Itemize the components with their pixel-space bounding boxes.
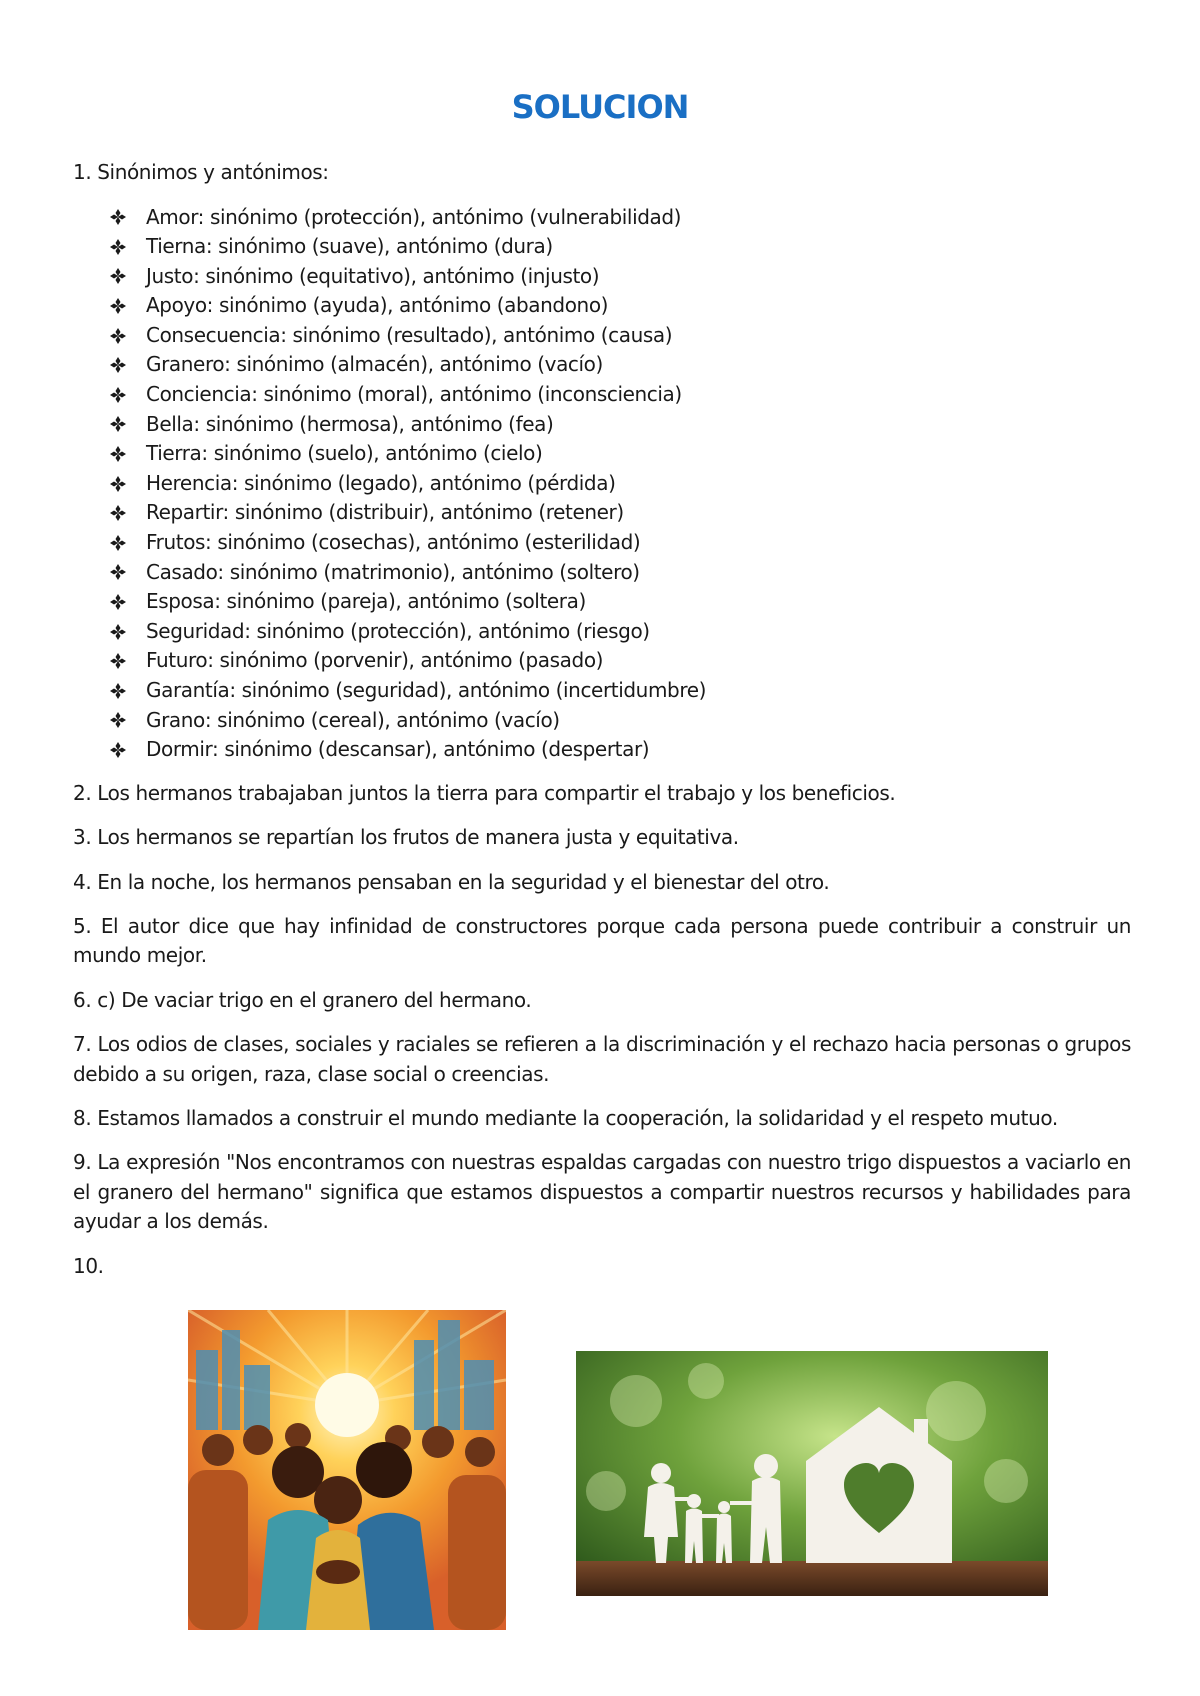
four-diamond-bullet-icon [110, 298, 146, 314]
list-item: Dormir: sinónimo (descansar), antónimo (despertar) [110, 735, 1131, 765]
list-item: Seguridad: sinónimo (protección), antónimo (riesgo) [110, 617, 1131, 647]
family-house-heart-image [576, 1351, 1048, 1596]
four-diamond-bullet-icon [110, 742, 146, 758]
page-title: SOLUCION [511, 88, 689, 126]
list-item: Repartir: sinónimo (distribuir), antónimo (retener) [110, 498, 1131, 528]
list-item: Bella: sinónimo (hermosa), antónimo (fea) [110, 410, 1131, 440]
four-diamond-bullet-icon [110, 712, 146, 728]
list-item: Garantía: sinónimo (seguridad), antónimo (incertidumbre) [110, 676, 1131, 706]
answer-6: 6. c) De vaciar trigo en el granero del hermano. [73, 987, 532, 1012]
answer-4: 4. En la noche, los hermanos pensaban en la seguridad y el bienestar del otro. [73, 869, 830, 894]
synonym-antonym-list [73, 202, 1131, 764]
four-diamond-bullet-icon [110, 683, 146, 699]
four-diamond-bullet-icon [110, 268, 146, 284]
answer-2: 2. Los hermanos trabajaban juntos la tierra para compartir el trabajo y los beneficios. [73, 780, 896, 805]
answer-7: 7. Los odios de clases, sociales y raciales se refieren a la discriminación y el rechazo hacia personas o grupos debido a su origen, raza, clase social o creencias. [73, 1032, 1131, 1086]
list-item: Apoyo: sinónimo (ayuda), antónimo (abandono) [110, 291, 1131, 321]
document-body [73, 158, 1131, 1296]
four-diamond-bullet-icon [110, 328, 146, 344]
four-diamond-bullet-icon [110, 476, 146, 492]
list-item: Granero: sinónimo (almacén), antónimo (vacío) [110, 350, 1131, 380]
list-item: Esposa: sinónimo (pareja), antónimo (soltera) [110, 587, 1131, 617]
answer-10-label: 10. [73, 1253, 104, 1278]
four-diamond-bullet-icon [110, 505, 146, 521]
four-diamond-bullet-icon [110, 594, 146, 610]
four-diamond-bullet-icon [110, 535, 146, 551]
four-diamond-bullet-icon [110, 416, 146, 432]
four-diamond-bullet-icon [110, 239, 146, 255]
list-item: Herencia: sinónimo (legado), antónimo (pérdida) [110, 469, 1131, 499]
list-item: Frutos: sinónimo (cosechas), antónimo (esterilidad) [110, 528, 1131, 558]
four-diamond-bullet-icon [110, 357, 146, 373]
section-heading: 1. Sinónimos y antónimos: [73, 160, 329, 184]
answer-8: 8. Estamos llamados a construir el mundo mediante la cooperación, la solidaridad y el respeto mutuo. [73, 1105, 1058, 1130]
four-diamond-bullet-icon [110, 446, 146, 462]
answer-9: 9. La expresión "Nos encontramos con nuestras espaldas cargadas con nuestro trigo dispuestos a vaciarlo en el granero del hermano" significa que estamos dispuestos a compartir nuestros recursos y habilidades para ayudar a los demás. [73, 1150, 1131, 1234]
four-diamond-bullet-icon [110, 387, 146, 403]
list-item: Consecuencia: sinónimo (resultado), antónimo (causa) [110, 321, 1131, 351]
list-item: Conciencia: sinónimo (moral), antónimo (inconsciencia) [110, 380, 1131, 410]
four-diamond-bullet-icon [110, 209, 146, 225]
four-diamond-bullet-icon [110, 564, 146, 580]
answer-3: 3. Los hermanos se repartían los frutos de manera justa y equitativa. [73, 825, 739, 850]
list-item: Tierna: sinónimo (suave), antónimo (dura) [110, 232, 1131, 262]
four-diamond-bullet-icon [110, 624, 146, 640]
list-item: Futuro: sinónimo (porvenir), antónimo (pasado) [110, 646, 1131, 676]
list-item: Justo: sinónimo (equitativo), antónimo (injusto) [110, 262, 1131, 292]
answer-5: 5. El autor dice que hay infinidad de constructores porque cada persona puede contribuir a construir un mundo mejor. [73, 913, 1131, 968]
list-item: Casado: sinónimo (matrimonio), antónimo (soltero) [110, 558, 1131, 588]
four-diamond-bullet-icon [110, 653, 146, 669]
crowd-sunset-illustration [188, 1310, 506, 1630]
list-item: Grano: sinónimo (cereal), antónimo (vacío) [110, 706, 1131, 736]
list-item: Amor: sinónimo (protección), antónimo (vulnerabilidad) [110, 202, 1131, 232]
illustrations [0, 1310, 1200, 1640]
list-item: Tierra: sinónimo (suelo), antónimo (cielo) [110, 439, 1131, 469]
